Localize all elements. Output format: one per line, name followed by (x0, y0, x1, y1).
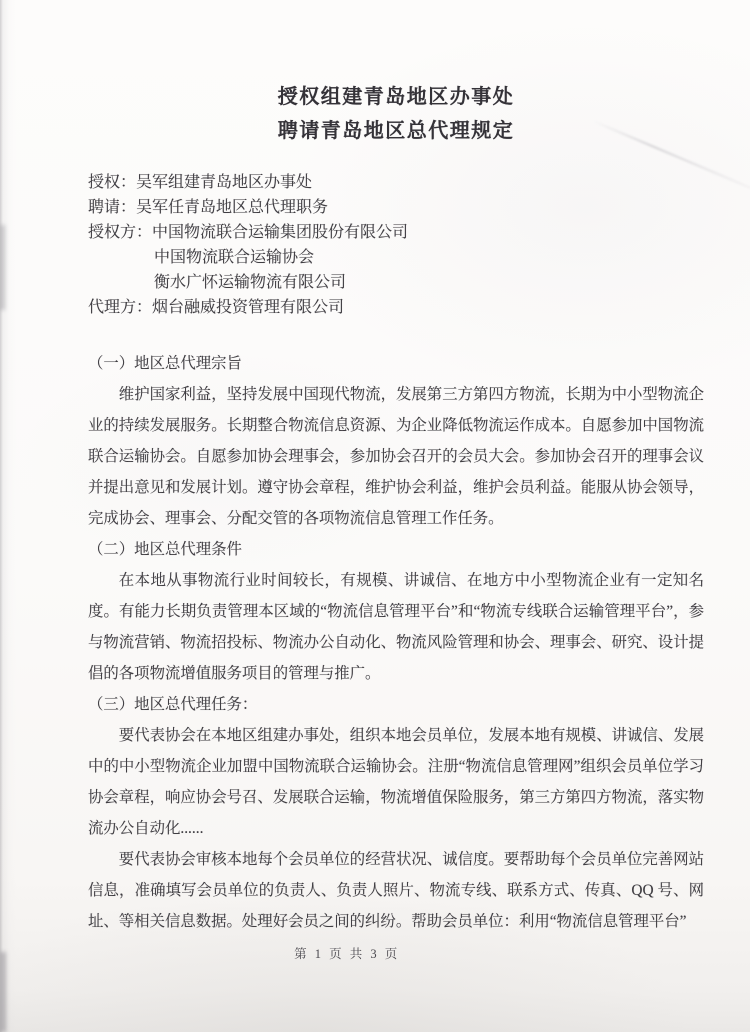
section-heading: （一）地区总代理宗旨 (88, 355, 242, 372)
header-line-label: 授权： (88, 174, 137, 191)
header-line-text: 中国物流联合运输集团股份有限公司 (152, 224, 409, 241)
header-line-authorizer-2 (88, 245, 704, 270)
section-heading: （三）地区总代理任务： (88, 696, 258, 713)
document-title (88, 80, 704, 148)
header-line-authorizer (88, 220, 704, 245)
header-line-label: 代理方： (88, 299, 153, 316)
header-line-agent (88, 295, 704, 320)
header-line-text: 吴军任青岛地区总代理职务 (136, 199, 329, 216)
document-header-block (88, 170, 704, 320)
title-line-2: 聘请青岛地区总代理规定 (277, 120, 515, 142)
header-line-appointment (88, 195, 704, 220)
header-line-text: 中国物流联合运输协会 (154, 249, 315, 266)
scan-edge-shadow (0, 952, 6, 1032)
paragraph: 维护国家利益，坚持发展中国现代物流，发展第三方第四方物流，长期为中小型物流企业的持续发展服务。长期整合物流信息资源、为企业降低物流运作成本。自愿参加中国物流联合运输协会。自愿参加协会理事会，参加协会召开的会员大会。参加协会召开的理事会议并提出意见和发展计划。遵守协会章程，维护协会利益，维护会员利益。能服从协会领导，完成协会、理事会、分配交管的各项物流信息管理工作任务。 (88, 386, 704, 527)
section-3-tasks (88, 689, 704, 937)
header-line-text: 烟台融威投资管理有限公司 (152, 299, 345, 316)
header-line-label: 聘请： (88, 199, 137, 216)
title-line-1: 授权组建青岛地区办事处 (277, 86, 515, 108)
paragraph: 要代表协会审核本地每个会员单位的经营状况、诚信度。要帮助每个会员单位完善网站信息，准确填写会员单位的负责人、负责人照片、物流专线、联系方式、传真、QQ 号、网址、等相关信息数据。处理好会员之间的纠纷。帮助会员单位：利用“物流信息管理平台” (88, 851, 704, 930)
document-body (88, 348, 704, 937)
paragraph: 在本地从事物流行业时间较长，有规模、讲诚信、在地方中小型物流企业有一定知名度。有能力长期负责管理本区域的“物流信息管理平台”和“物流专线联合运输管理平台”，参与物流营销、物流招投标、物流办公自动化、物流风险管理和协会、理事会、研究、设计提倡的各项物流增值服务项目的管理与推广。 (88, 572, 704, 682)
section-1-purpose (88, 348, 704, 534)
section-2-conditions (88, 534, 704, 689)
header-line-label: 授权方： (88, 224, 153, 241)
section-heading: （二）地区总代理条件 (88, 541, 242, 558)
header-line-text: 吴军组建青岛地区办事处 (136, 174, 313, 191)
header-line-authorizer-3 (88, 270, 704, 295)
header-line-authorization (88, 170, 704, 195)
header-line-text: 衡水广怀运输物流有限公司 (154, 274, 347, 291)
page-footer: 第 1 页 共 3 页 (294, 947, 400, 961)
paragraph: 要代表协会在本地区组建办事处，组织本地会员单位，发展本地有规模、讲诚信、发展中的中小型物流企业加盟中国物流联合运输协会。注册“物流信息管理网”组织会员单位学习协会章程，响应协会号召、发展联合运输，物流增值保险服务，第三方第四方物流，落实物流办公自动化...... (88, 727, 704, 837)
